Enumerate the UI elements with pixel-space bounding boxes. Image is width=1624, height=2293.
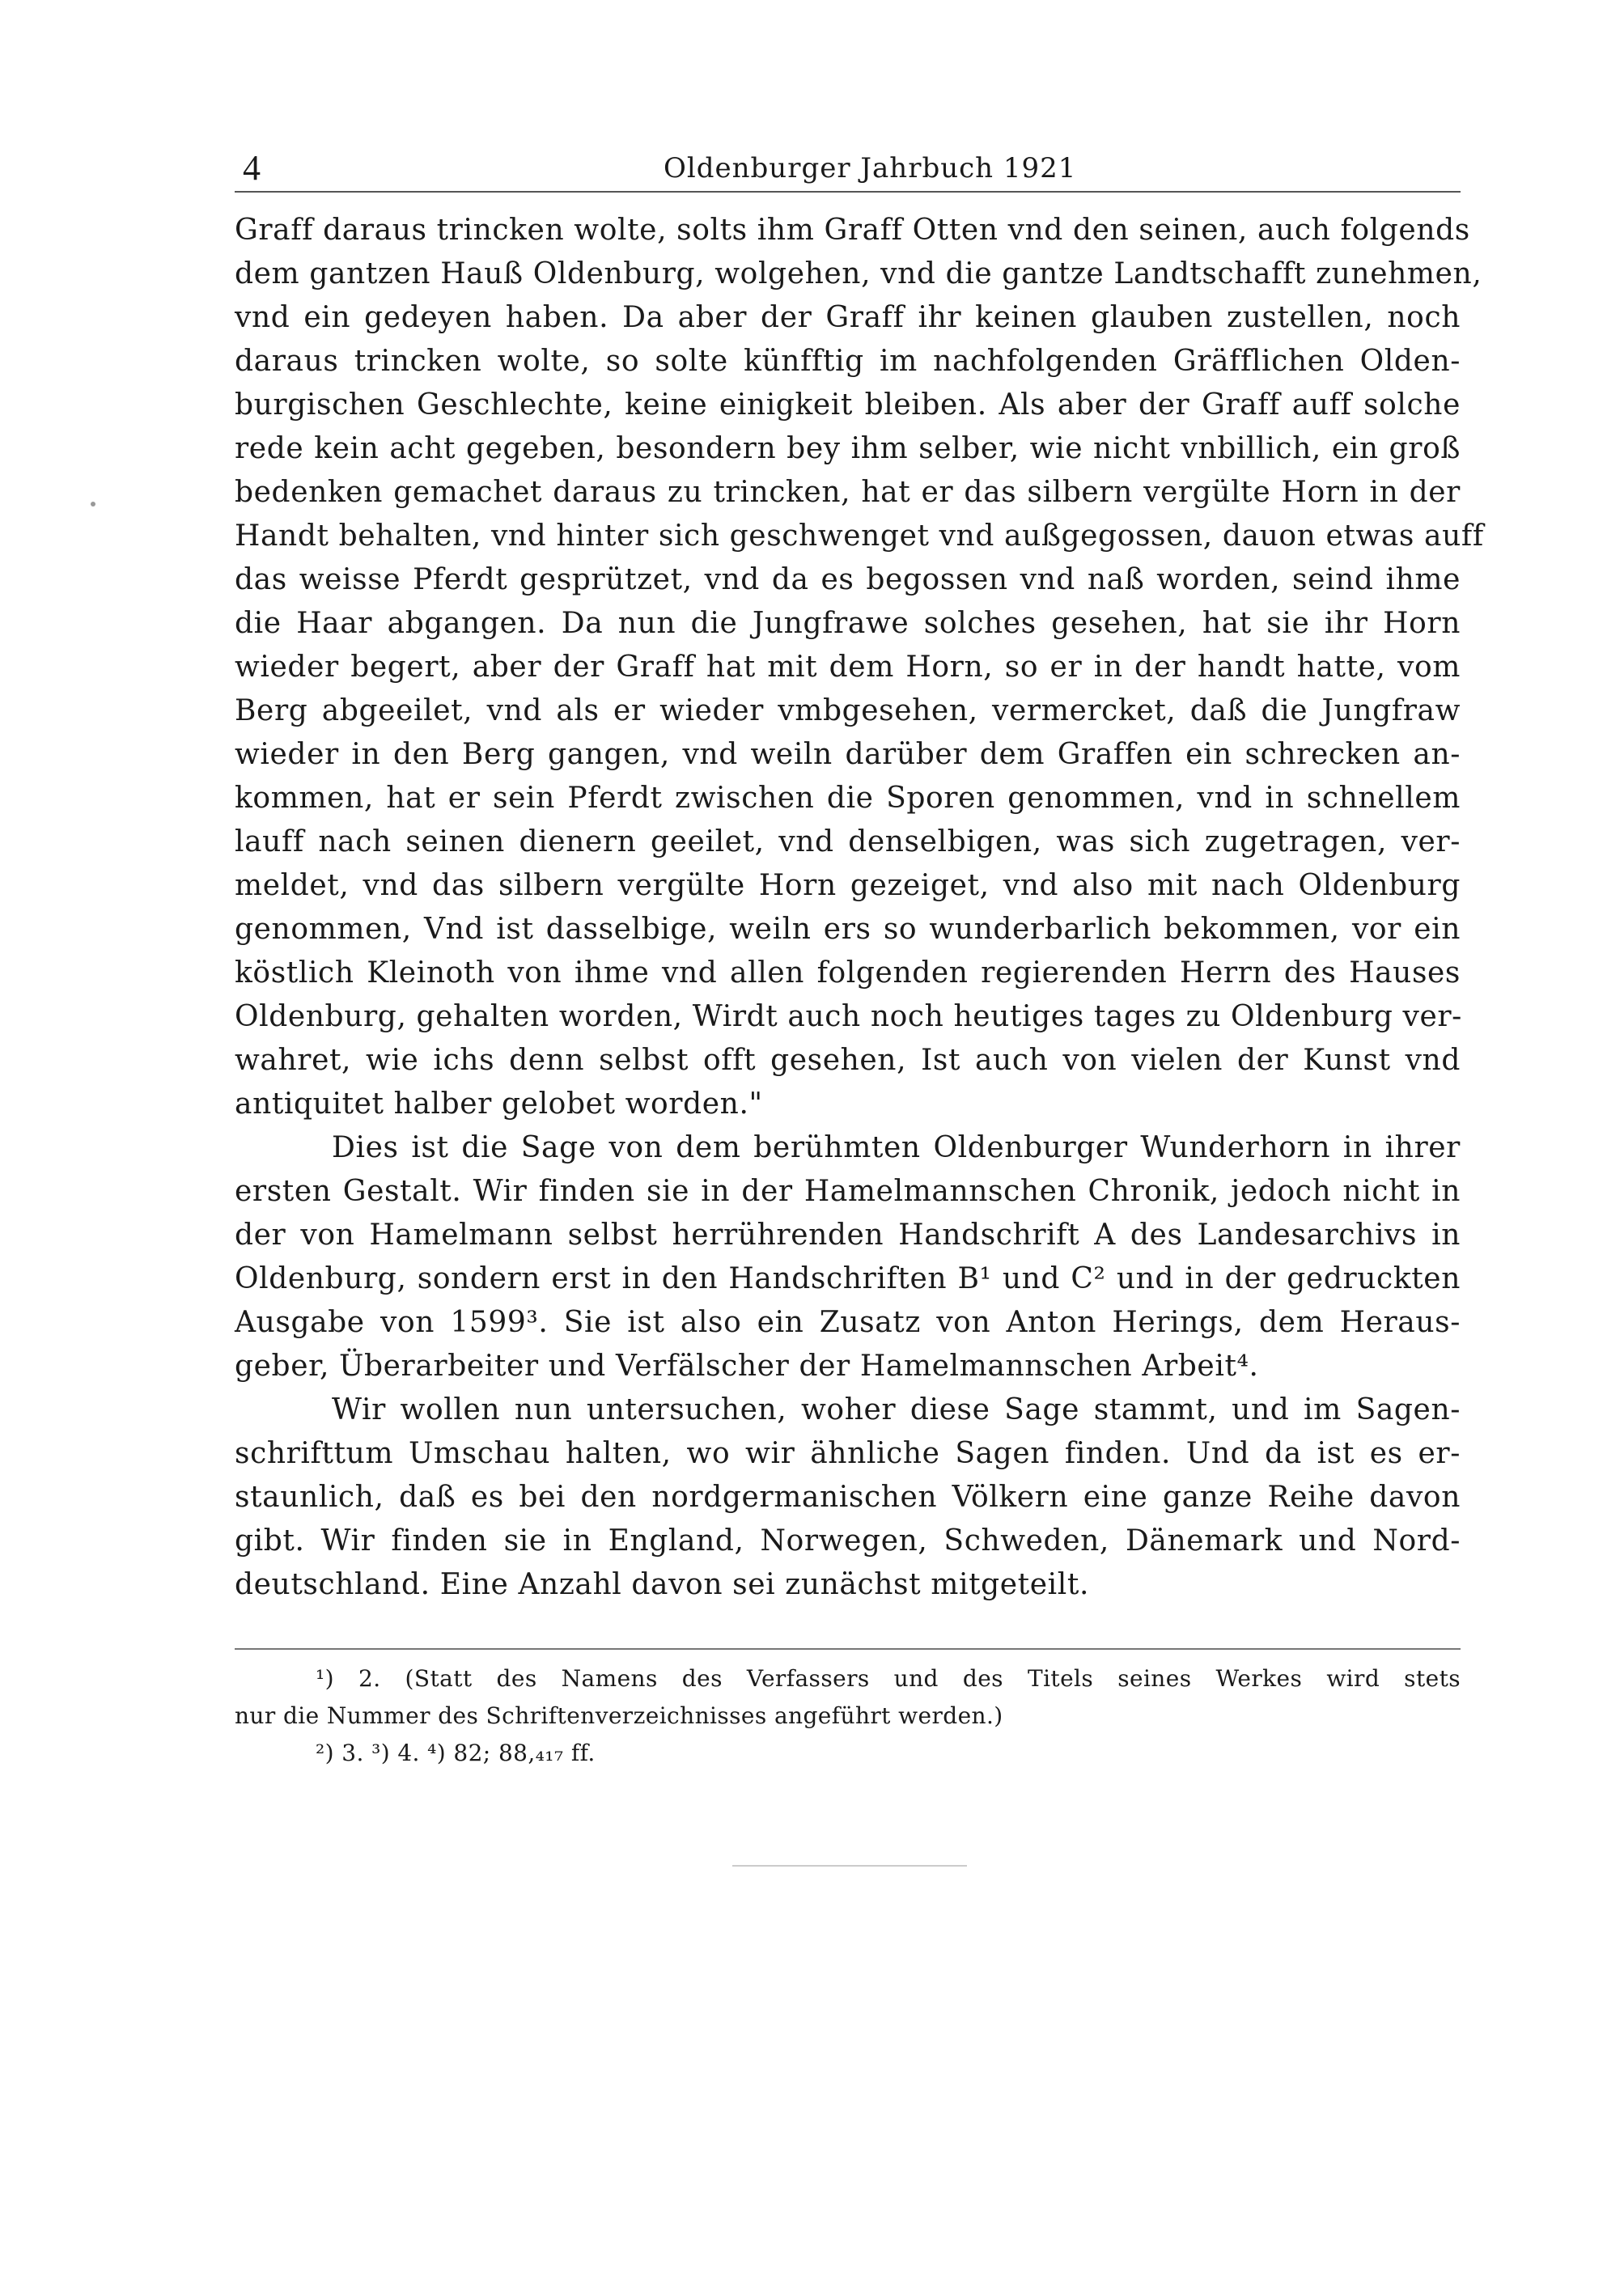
footnote-line: ²) 3. ³) 4. ⁴) 82; 88,₄₁₇ ff.: [316, 1740, 596, 1766]
text-line: wahret, wie ichs denn selbst offt gesehen, Ist auch von vielen der Kunst vnd: [235, 1044, 1461, 1077]
text-line: ersten Gestalt. Wir finden sie in der Hamelmannschen Chronik, jedoch nicht in: [235, 1175, 1461, 1208]
text-line: der von Hamelmann selbst herrührenden Handschrift A des Landesarchivs in: [235, 1219, 1461, 1252]
text-line: daraus trincken wolte, so solte künfftig im nachfolgenden Gräfflichen Olden-: [235, 345, 1461, 378]
text-line: geber, Überarbeiter und Verfälscher der Hamelmannschen Arbeit⁴.: [235, 1350, 1259, 1383]
footnote-rule: [235, 1648, 1461, 1650]
text-line: Wir wollen nun untersuchen, woher diese Sage stammt, und im Sagen-: [332, 1393, 1461, 1426]
text-line: bedenken gemachet daraus zu trincken, hat er das silbern vergülte Horn in der: [235, 476, 1461, 509]
footnote-line: nur die Nummer des Schriftenverzeichnisses angeführt werden.): [235, 1702, 1003, 1729]
text-line: kommen, hat er sein Pferdt zwischen die Sporen genommen, vnd in schnellem: [235, 782, 1461, 815]
text-line: Oldenburg, sondern erst in den Handschriften B¹ und C² und in der gedruckten: [235, 1262, 1461, 1295]
footnote-line: ¹) 2. (Statt des Namens des Verfassers und des Titels seines Werkes wird stets: [316, 1665, 1461, 1692]
text-line: rede kein acht gegeben, besondern bey ihm selber, wie nicht vnbillich, ein groß: [235, 432, 1461, 465]
text-line: köstlich Kleinoth von ihme vnd allen folgenden regierenden Herrn des Hauses: [235, 956, 1461, 990]
text-line: Ausgabe von 1599³. Sie ist also ein Zusatz von Anton Herings, dem Heraus-: [235, 1306, 1461, 1339]
text-line: vnd ein gedeyen haben. Da aber der Graff ihr keinen glauben zustellen, noch: [235, 301, 1461, 334]
page-header: [235, 144, 1465, 193]
text-line: Graff daraus trincken wolte, solts ihm Graff Otten vnd den seinen, auch folgends: [235, 214, 1470, 247]
text-line: antiquitet halber gelobet worden.": [235, 1087, 763, 1121]
running-head: Oldenburger Jahrbuch 1921: [664, 152, 1077, 184]
text-line: das weisse Pferdt gesprützet, vnd da es begossen vnd naß worden, seind ihme: [235, 563, 1461, 596]
text-line: genommen, Vnd ist dasselbige, weiln ers so wunderbarlich bekommen, vor ein: [235, 913, 1461, 946]
text-line: wieder in den Berg gangen, vnd weiln darüber dem Graffen ein schrecken an-: [235, 738, 1461, 771]
scan-smudge: [732, 1865, 967, 1867]
footnotes: [235, 1660, 1461, 1772]
text-line: deutschland. Eine Anzahl davon sei zunächst mitgeteilt.: [235, 1568, 1089, 1601]
scan-speck: [91, 502, 95, 506]
text-line: gibt. Wir finden sie in England, Norwegen, Schweden, Dänemark und Nord-: [235, 1524, 1461, 1558]
text-line: meldet, vnd das silbern vergülte Horn gezeiget, vnd also mit nach Oldenburg: [235, 869, 1461, 902]
text-line: burgischen Geschlechte, keine einigkeit bleiben. Als aber der Graff auff solche: [235, 388, 1461, 422]
text-line: staunlich, daß es bei den nordgermanischen Völkern eine ganze Reihe davon: [235, 1481, 1461, 1514]
text-line: Dies ist die Sage von dem berühmten Oldenburger Wunderhorn in ihrer: [332, 1131, 1461, 1164]
header-rule: [235, 191, 1461, 193]
text-line: wieder begert, aber der Graff hat mit dem Horn, so er in der handt hatte, vom: [235, 651, 1461, 684]
text-line: Handt behalten, vnd hinter sich geschwenget vnd außgegossen, dauon etwas auff: [235, 519, 1484, 553]
text-line: Oldenburg, gehalten worden, Wirdt auch noch heutiges tages zu Oldenburg ver-: [235, 1000, 1462, 1033]
text-line: die Haar abgangen. Da nun die Jungfrawe solches gesehen, hat sie ihr Horn: [235, 607, 1461, 640]
text-line: Berg abgeeilet, vnd als er wieder vmbgesehen, vermercket, daß die Jungfraw: [235, 694, 1461, 727]
text-line: dem gantzen Hauß Oldenburg, wolgehen, vnd die gantze Landtschafft zunehmen,: [235, 257, 1482, 290]
body-text: [235, 209, 1484, 1607]
text-line: lauff nach seinen dienern geeilet, vnd denselbigen, was sich zugetragen, ver-: [235, 825, 1461, 858]
page-number: 4: [243, 148, 261, 188]
text-line: schrifttum Umschau halten, wo wir ähnliche Sagen finden. Und da ist es er-: [235, 1437, 1461, 1470]
